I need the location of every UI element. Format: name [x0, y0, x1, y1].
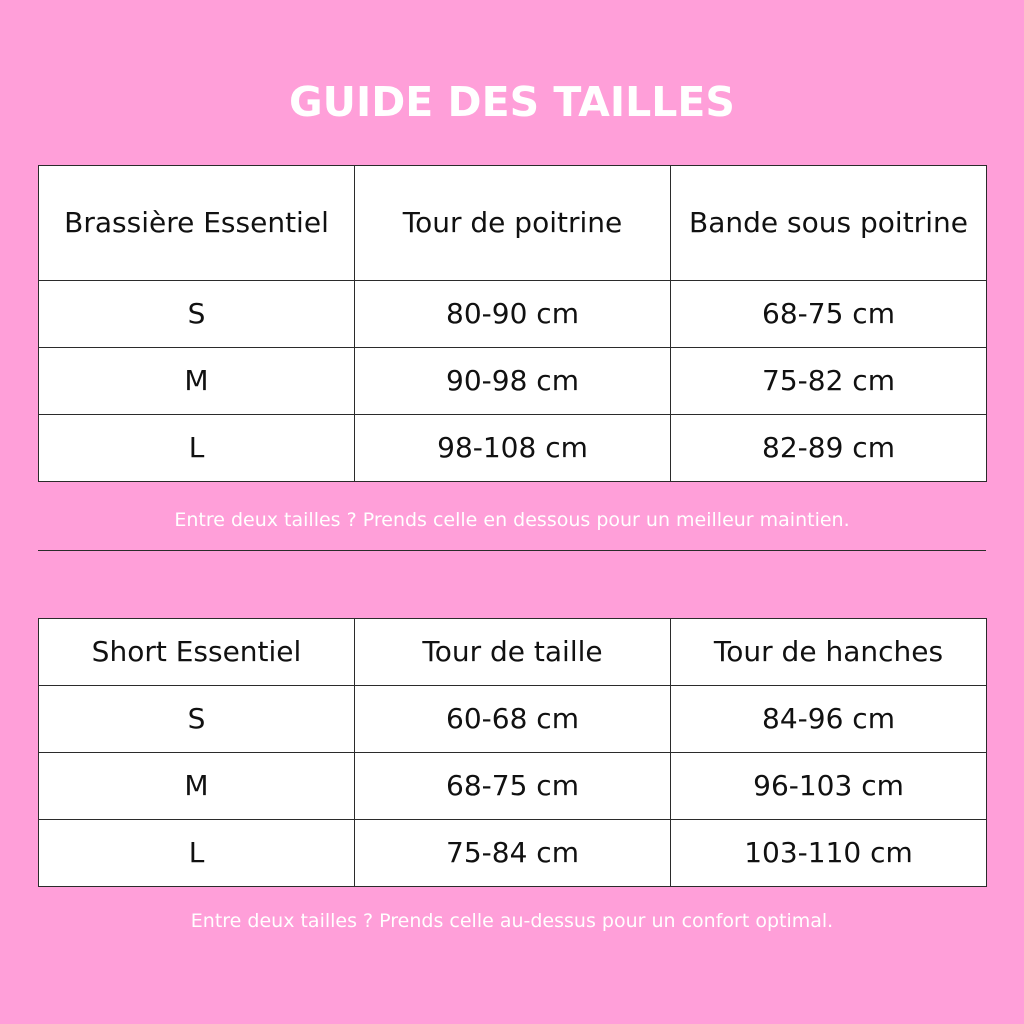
bra-size-table — [38, 165, 987, 482]
table-header-row — [39, 166, 987, 281]
table-header-product: Brassière Essentiel — [39, 166, 355, 281]
short-size-table — [38, 618, 987, 887]
measure-cell: 80-90 cm — [355, 281, 671, 348]
size-cell: S — [39, 281, 355, 348]
measure-cell: 103-110 cm — [671, 820, 987, 887]
table-row — [39, 415, 987, 482]
measure-cell: 90-98 cm — [355, 348, 671, 415]
measure-cell: 98-108 cm — [355, 415, 671, 482]
table-header-measure-2: Tour de hanches — [671, 619, 987, 686]
measure-cell: 60-68 cm — [355, 686, 671, 753]
size-cell: L — [39, 820, 355, 887]
table-row — [39, 753, 987, 820]
measure-cell: 68-75 cm — [671, 281, 987, 348]
table-row — [39, 281, 987, 348]
table-header-measure-1: Tour de taille — [355, 619, 671, 686]
measure-cell: 75-82 cm — [671, 348, 987, 415]
table-row — [39, 686, 987, 753]
page-title: GUIDE DES TAILLES — [289, 78, 735, 126]
measure-cell: 68-75 cm — [355, 753, 671, 820]
bra-size-note: Entre deux tailles ? Prends celle en dessous pour un meilleur maintien. — [174, 509, 850, 531]
table-row — [39, 820, 987, 887]
table-header-row — [39, 619, 987, 686]
measure-cell: 75-84 cm — [355, 820, 671, 887]
measure-cell: 82-89 cm — [671, 415, 987, 482]
size-cell: M — [39, 348, 355, 415]
short-size-note: Entre deux tailles ? Prends celle au-dessus pour un confort optimal. — [190, 910, 834, 932]
measure-cell: 84-96 cm — [671, 686, 987, 753]
table-header-product: Short Essentiel — [39, 619, 355, 686]
section-divider — [38, 550, 986, 551]
size-cell: L — [39, 415, 355, 482]
size-cell: M — [39, 753, 355, 820]
table-header-measure-1: Tour de poitrine — [355, 166, 671, 281]
measure-cell: 96-103 cm — [671, 753, 987, 820]
size-cell: S — [39, 686, 355, 753]
table-header-measure-2: Bande sous poitrine — [671, 166, 987, 281]
table-row — [39, 348, 987, 415]
